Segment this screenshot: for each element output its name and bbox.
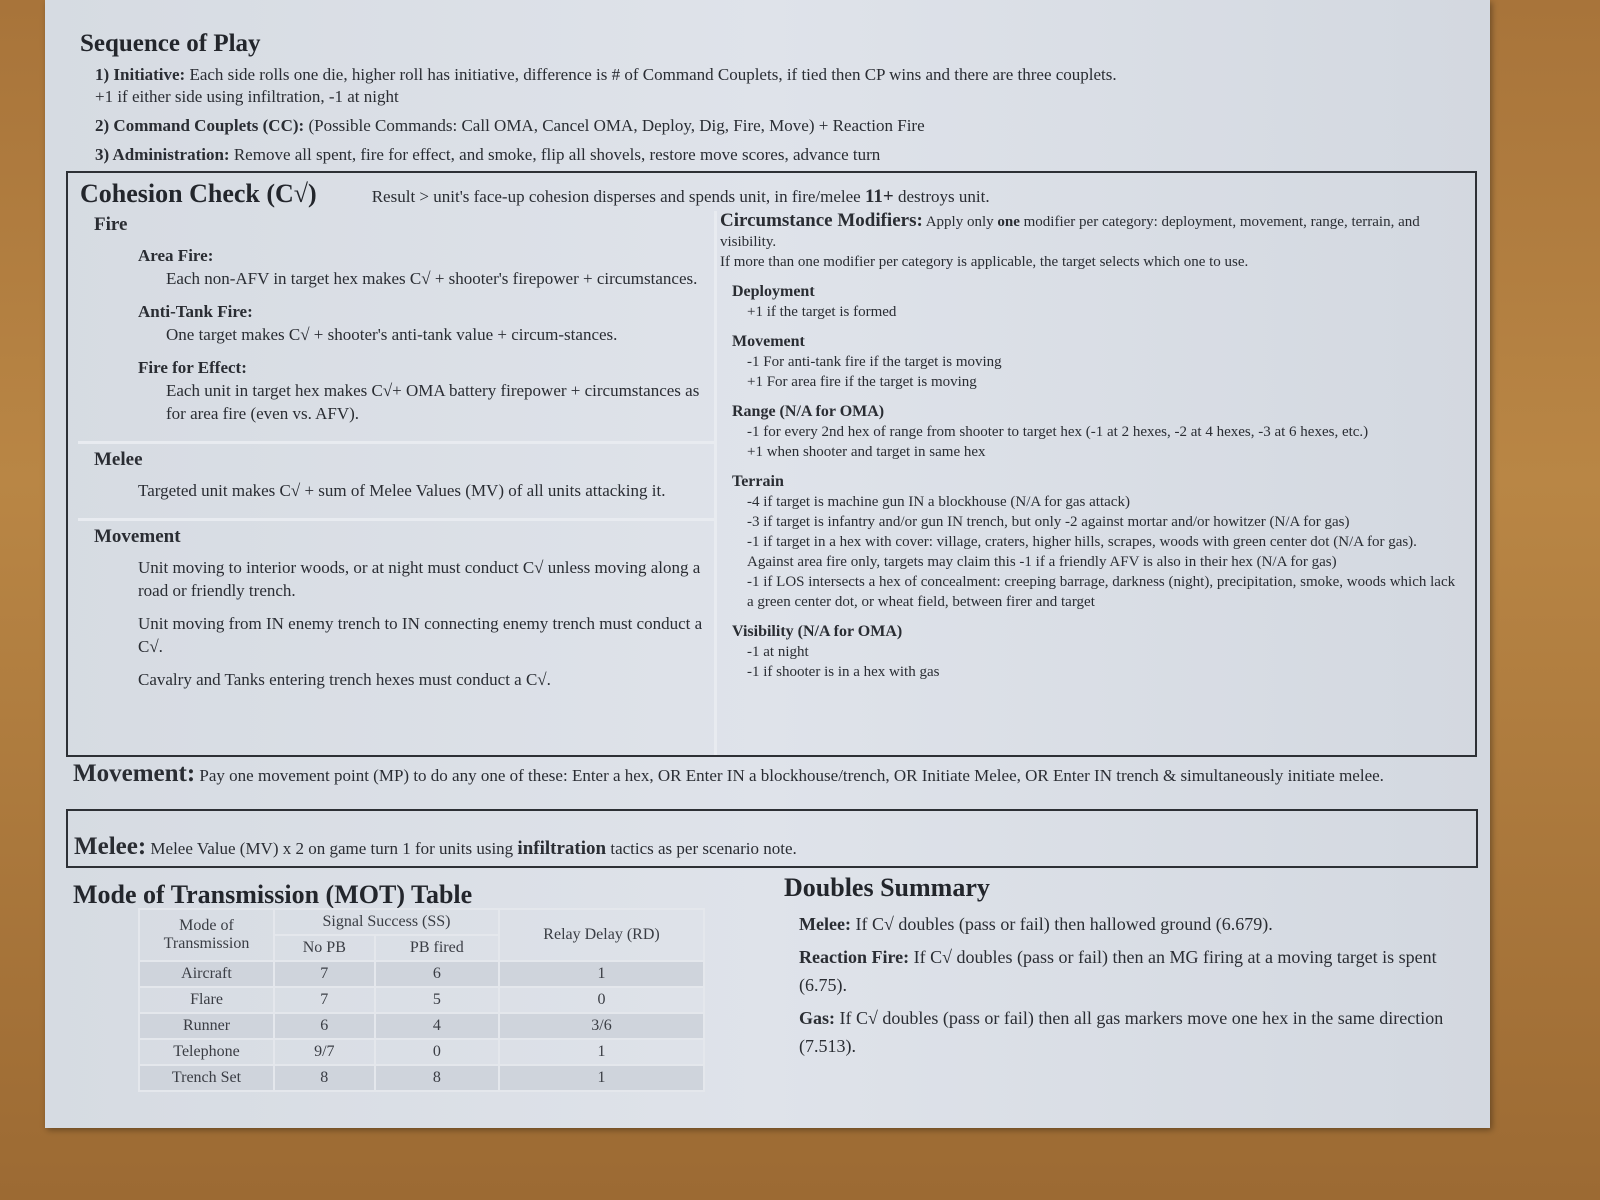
doubles-summary <box>784 874 1444 1065</box>
subsection-title: Fire <box>94 214 128 235</box>
anti-tank-fire: Anti-Tank Fire: One target makes C√ + shooter's anti-tank value + circum-stances. <box>138 302 618 344</box>
section-title: Sequence of Play <box>80 30 261 57</box>
section-title: Cohesion Check (C√) <box>80 179 317 208</box>
modifier-visibility: Visibility (N/A for OMA) -1 at night -1 if shooter is in a hex with gas <box>732 623 940 680</box>
step-administration: 3) Administration: Remove all spent, fire for effect, and smoke, flip all shovels, restore move scores, advance turn <box>95 145 881 164</box>
fire-for-effect: Fire for Effect: Each unit in target hex makes C√+ OMA battery firepower + circumstances as for area fire (even vs. AFV). <box>138 358 700 423</box>
modifier-range: Range (N/A for OMA) -1 for every 2nd hex of range from shooter to target hex (-1 at 2 hexes, -2 at 4 hexes, -3 at 6 hexes, etc.) +1 when shooter and target in same hex <box>732 403 1369 460</box>
modifier-deployment: Deployment +1 if the target is formed <box>732 283 897 320</box>
header-signal-success: Signal Success (SS) <box>274 909 499 935</box>
sequence-of-play <box>80 30 1480 173</box>
movement-rule: Movement: Pay one movement point (MP) to do any one of these: Enter a hex, OR Enter IN a blockhouse/trench, OR Initiate Melee, OR Enter IN trench & simultaneously initiate melee. <box>73 760 1384 787</box>
section-title: Doubles Summary <box>784 873 990 902</box>
header-relay-delay: Relay Delay (RD) <box>499 909 704 961</box>
melee-section: Melee Targeted unit makes C√ + sum of Melee Values (MV) of all units attacking it. <box>78 448 714 521</box>
mot-table-title: Mode of Transmission (MOT) Table <box>73 880 473 909</box>
cohesion-left-column <box>78 213 714 701</box>
table-row: Flare 7 5 0 <box>139 987 704 1013</box>
melee-rule-box: Melee: Melee Value (MV) x 2 on game turn 1 for units using infiltration tactics as per scenario note. <box>66 809 1478 868</box>
mot-table <box>138 908 705 1092</box>
subsection-title: Movement <box>94 526 181 547</box>
step-initiative: 1) Initiative: Each side rolls one die, higher roll has initiative, difference is # of Command Couplets, if tied then CP wins and there are three couplets. +1 if either side using infiltration, -1 at night <box>95 65 1117 106</box>
modifier-terrain: Terrain -4 if target is machine gun IN a blockhouse (N/A for gas attack) -3 if target is infantry and/or gun IN trench, but only -2 against mortar and/or howitzer (N/A for gas) -1 if target in a hex with cover: village, craters, higher hills, scrapes, woods with green center dot (N/A for gas). Against area fire only, targets may claim this -1 if a friendly AFV is also in their hex (N/A for gas) -1 if LOS intersects a hex of concealment: creeping barrage, darkness (night), precipitation, smoke, woods which lack a green center dot, or wheat field, between firer and target <box>732 473 1456 610</box>
cohesion-header <box>80 179 990 209</box>
doubles-gas: Gas: If C√ doubles (pass or fail) then all gas markers move one hex in the same direction (7.513). <box>799 1008 1444 1056</box>
table-row: Runner 6 4 3/6 <box>139 1013 704 1039</box>
table-row: Telephone 9/7 0 1 <box>139 1039 704 1065</box>
column-divider <box>714 211 717 755</box>
subsection-title: Melee <box>94 449 143 470</box>
circumstance-modifiers: Circumstance Modifiers: Apply only one modifier per category: deployment, movement, range, terrain, and visibility. If more than one modifier per category is applicable, the target selects which one to use. Deployment +1 if the target is formed Movement -1 For anti-tank fire if the target is moving +1 For area fire if the target is moving Range (N/A for OMA) -1 for every 2nd hex of range from shooter to target hex (-1 at 2 hexes, -2 at 4 hexes, -3 at 6 hexes, etc.) +1 when shooter and target in same hex Terrain -4 if target is machine gun IN a blockhouse (N/A for gas attack) -3 if target is infantry and/or gun IN trench, but only -2 against mortar and/or howitzer (N/A for gas) -1 if target in a hex with cover: village, craters, higher hills, scrapes, woods with green center dot (N/A for gas). Against area fire only, targets may claim this -1 if a friendly AFV is also in their hex (N/A for gas) -1 if LOS intersects a hex of concealment: creeping barrage, darkness (night), precipitation, smoke, woods which lack a green center dot, or wheat field, between firer and target Visibility (N/A for OMA) -1 at night -1 if shooter is in a hex with gas <box>720 211 1465 682</box>
area-fire: Area Fire: Each non-AFV in target hex makes C√ + shooter's firepower + circumstances. <box>138 246 698 288</box>
header-no-pb: No PB <box>274 935 375 961</box>
cohesion-check-box <box>66 171 1477 757</box>
movement-section: Movement Unit moving to interior woods, or at night must conduct C√ unless moving along a road or friendly trench. Unit moving from IN enemy trench to IN connecting enemy trench must conduct a C√. Cavalry and Tanks entering trench hexes must conduct a C√. <box>78 525 714 691</box>
doubles-reaction-fire: Reaction Fire: If C√ doubles (pass or fail) then an MG firing at a moving target is spent (6.75). <box>799 947 1437 995</box>
table-row: Aircraft 7 6 1 <box>139 961 704 987</box>
table-row: Trench Set 8 8 1 <box>139 1065 704 1091</box>
cohesion-result: Result > unit's face-up cohesion disperses and spends unit, in fire/melee 11+ destroys unit. <box>371 186 990 207</box>
header-mode: Mode of Transmission <box>139 909 274 961</box>
header-pb-fired: PB fired <box>375 935 499 961</box>
fire-section <box>78 213 714 444</box>
modifier-movement: Movement -1 For anti-tank fire if the target is moving +1 For area fire if the target is moving <box>732 333 1002 390</box>
doubles-melee: Melee: If C√ doubles (pass or fail) then hallowed ground (6.679). <box>799 914 1273 934</box>
step-command-couplets: 2) Command Couplets (CC): (Possible Commands: Call OMA, Cancel OMA, Deploy, Dig, Fire, Move) + Reaction Fire <box>95 116 925 135</box>
